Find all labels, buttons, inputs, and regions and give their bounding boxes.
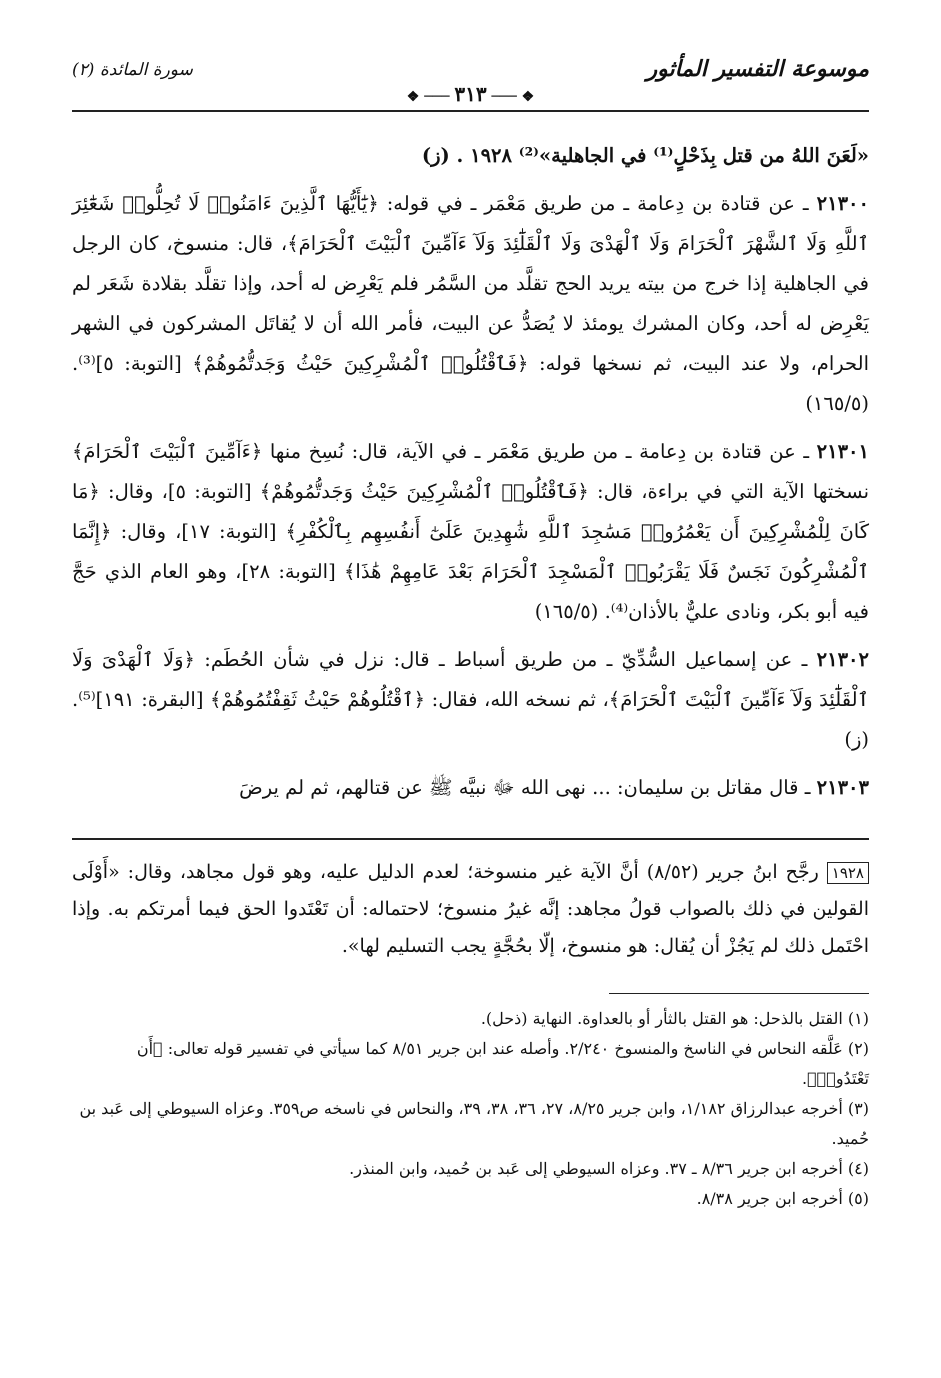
- footnote-4: (٤) أخرجه ابن جرير ٨/٣٦ ـ ٣٧. وعزاه السيوطي إلى عَبد بن حُميد، وابن المنذر.: [349, 1159, 869, 1178]
- ornament-icon: ❖ ───: [486, 89, 535, 105]
- page-number-container: [72, 82, 869, 106]
- entry-number: ٢١٣٠١: [816, 440, 869, 463]
- book-page: [72, 50, 869, 1358]
- footnote-1: (١) القتل بالذحل: هو القتل بالثأر أو بالعداوة. النهاية (ذحل).: [480, 1009, 869, 1028]
- footnotes: [72, 993, 869, 1214]
- entry-text: ـ عن قتادة بن دِعامة ـ من طريق مَعْمَر ـ في قوله: ﴿يَٰٓأَيُّهَا ٱلَّذِينَ ءَامَنُوا۟ لَا تُحِلُّوا۟ شَعَٰٓئِرَ ٱللَّهِ وَلَا ٱلشَّهْرَ ٱلْحَرَامَ وَلَا ٱلْهَدْىَ وَلَا ٱلْقَلَٰٓئِدَ وَلَآ ءَآمِّينَ ٱلْبَيْتَ ٱلْحَرَامَ﴾، قال: منسوخ، كان الرجل في الجاهلية إذا خرج من بيته يريد الحج تقلَّد من السَّمُر فلم يَعْرِض له أحد، وإذا تقلَّد بقلادة شَعَر لم يَعْرِض له أحد، وكان المشرك يومئذ لا يُصَدُّ عن البيت، فأمر الله أن لا يُقاتَل المشركون في الشهر الحرام، ولا عند البيت، ثم نسخها قوله: ﴿فَٱقْتُلُوا۟ ٱلْمُشْرِكِينَ حَيْثُ وَجَدتُّمُوهُمْ﴾ [التوبة: ٥]⁽³⁾. (١٦٥/٥): [72, 192, 869, 415]
- paragraph-intro: «لَعَنَ اللهُ من قتل بِذَحْلٍ⁽¹⁾ في الجاهلية»⁽²⁾ ١٩٢٨ . (ز): [421, 144, 869, 167]
- footnote-5: (٥) أخرجه ابن جرير ٨/٣٨.: [696, 1189, 869, 1208]
- commentary-number-box: ١٩٢٨: [827, 862, 869, 884]
- page-number: ٣١٣: [454, 82, 487, 106]
- entry-number: ٢١٣٠٠: [816, 192, 869, 215]
- footnote-2: (٢) عَلَّقه النحاس في الناسخ والمنسوخ ٢/٢٤٠. وأصله عند ابن جرير ٨/٥١ كما سيأتي في تفسير قوله تعالى: ﴿أَن تَعْتَدُوا۟﴾.: [136, 1039, 869, 1088]
- book-title: موسوعة التفسير المأثور: [646, 56, 869, 82]
- entry-21303: [72, 768, 869, 808]
- entry-number: ٢١٣٠٣: [816, 776, 869, 799]
- commentary-block: [72, 838, 869, 965]
- entry-text: ـ عن إسماعيل السُّدِّيّ ـ من طريق أسباط ـ قال: نزل في شأن الحُطَم: ﴿وَلَا ٱلْهَدْىَ وَلَا ٱلْقَلَٰٓئِدَ وَلَآ ءَآمِّينَ ٱلْبَيْتَ ٱلْحَرَامَ﴾، ثم نسخه الله، فقال: ﴿ٱقْتُلُوهُمْ حَيْثُ ثَقِفْتُمُوهُمْ﴾ [البقرة: ١٩١]⁽⁵⁾. (ز): [72, 648, 869, 751]
- page-header: [72, 50, 869, 112]
- surah-name: سورة المائدة (٢): [72, 60, 193, 80]
- commentary-text: رجَّح ابنُ جرير (٨/٥٢) أنَّ الآية غير منسوخة؛ لعدم الدليل عليه، وهو قول مجاهد، وقال: «أَوْلَى القولين في ذلك بالصواب قولُ مجاهد: إنَّه غيرُ منسوخ؛ لاحتماله: أن تَعْتَدوا الحق فيما أمرتكم به. وإذا احْتَمل ذلك لم يَجُزْ أن يُقال: هو منسوخ، إلّا بحُجَّةٍ يجب التسليم لها».: [72, 861, 869, 957]
- ornament-icon: ─── ❖: [406, 89, 455, 105]
- main-text: [72, 136, 869, 808]
- footnote-3: (٣) أخرجه عبدالرزاق ١/١٨٢، وابن جرير ٨/٢٥، ٢٧، ٣٦، ٣٨، ٣٩، والنحاس في ناسخه ص٣٥٩. وعزاه السيوطي إلى عَبد بن حُميد.: [79, 1099, 869, 1148]
- page-number-ornament: [395, 82, 546, 106]
- entry-21302: [72, 640, 869, 760]
- entry-21301: [72, 432, 869, 632]
- entry-text: ـ قال مقاتل بن سليمان: ... نهى الله ﷻ نبيَّه ﷺ عن قتالهم، ثم لم يرضَ: [239, 776, 811, 799]
- entry-text: ـ عن قتادة بن دِعامة ـ من طريق مَعْمَر ـ في الآية، قال: نُسِخ منها ﴿ءَآمِّينَ ٱلْبَيْتَ ٱلْحَرَامَ﴾ نسختها الآية التي في براءة، قال: ﴿فَٱقْتُلُوا۟ ٱلْمُشْرِكِينَ حَيْثُ وَجَدتُّمُوهُمْ﴾ [التوبة: ٥]، وقال: ﴿مَا كَانَ لِلْمُشْرِكِينَ أَن يَعْمُرُوا۟ مَسَٰجِدَ ٱللَّهِ شَٰهِدِينَ عَلَىٰٓ أَنفُسِهِم بِٱلْكُفْرِ﴾ [التوبة: ١٧]، وقال: ﴿إِنَّمَا ٱلْمُشْرِكُونَ نَجَسٌ فَلَا يَقْرَبُوا۟ ٱلْمَسْجِدَ ٱلْحَرَامَ بَعْدَ عَامِهِمْ هَٰذَا﴾ [التوبة: ٢٨]، وهو العام الذي حَجَّ فيه أبو بكر، ونادى عليٌّ بالأذان⁽⁴⁾. (١٦٥/٥): [72, 440, 870, 623]
- footnote-divider: [609, 993, 869, 994]
- entry-21300: [72, 184, 869, 424]
- entry-number: ٢١٣٠٢: [816, 648, 869, 671]
